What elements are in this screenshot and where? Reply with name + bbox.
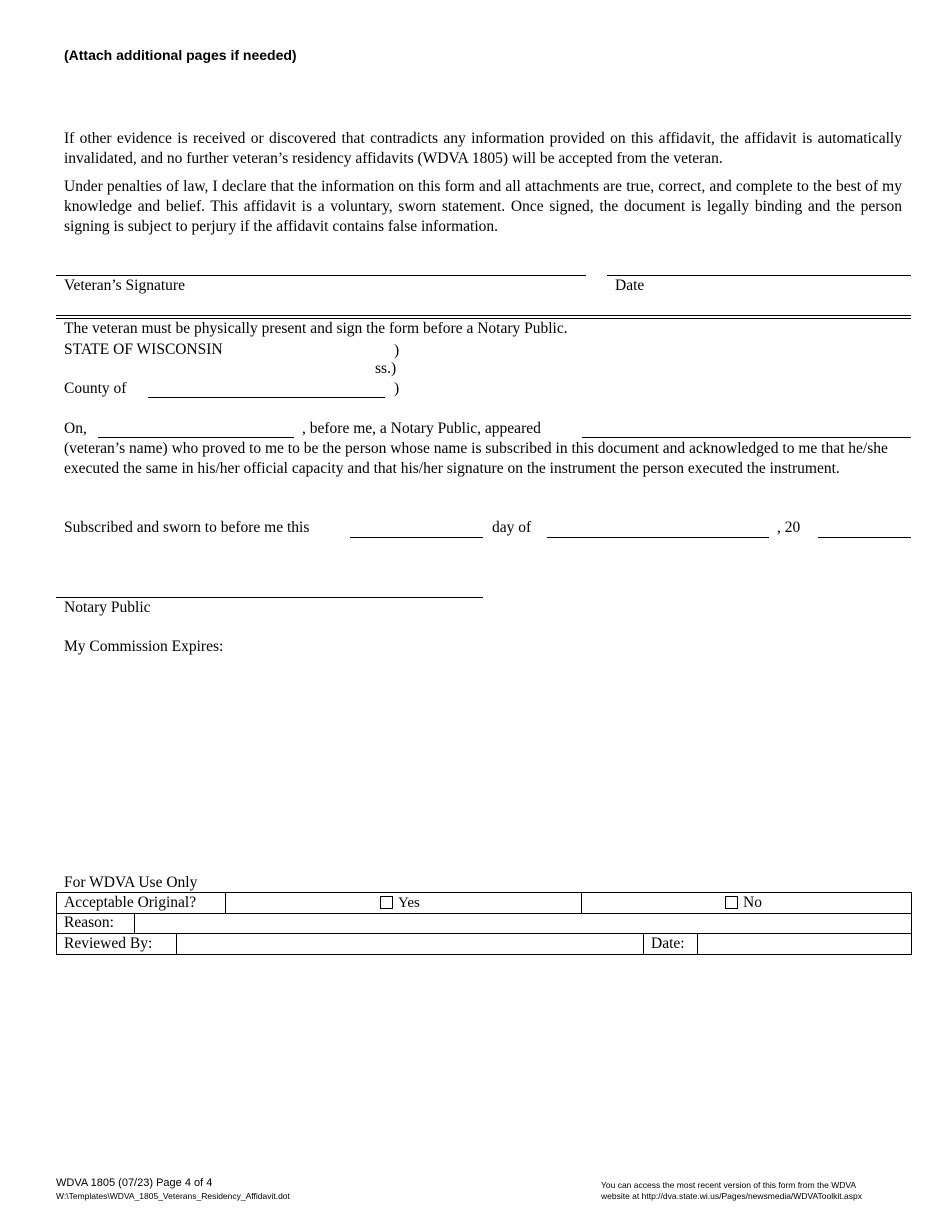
notary-public-label: Notary Public — [64, 599, 151, 616]
attach-note: (Attach additional pages if needed) — [64, 47, 297, 63]
paren-top: ) — [394, 342, 400, 359]
subscribed-label: Subscribed and sworn to before me this — [64, 519, 310, 536]
contradiction-paragraph: If other evidence is received or discovered that contradicts any information provided on this affidavit, the affidavit is automatically invalidated, and no further veteran’s residency affidavits (WDVA 1805) will be accepted from the veteran. — [64, 130, 902, 167]
no-label: No — [743, 894, 762, 911]
signature-date-label: Date — [615, 277, 645, 294]
review-date-field[interactable] — [698, 934, 910, 954]
sworn-year-field[interactable] — [818, 537, 911, 538]
day-of-label: day of — [492, 519, 532, 536]
signature-date-line[interactable] — [607, 275, 911, 276]
paren-bottom: ) — [394, 380, 400, 397]
sworn-month-field[interactable] — [547, 537, 769, 538]
yes-option[interactable] — [380, 893, 420, 913]
yes-label: Yes — [398, 895, 420, 911]
year-prefix: , 20 — [777, 519, 801, 536]
acknowledgement-text: (veteran’s name) who proved to me to be the person whose name is subscribed in this document and acknowledged to me that he/she executed the same in his/her official capacity and that his/her signature on the instrument the person executed the instrument. — [64, 440, 888, 477]
appearance-date-field[interactable] — [98, 437, 294, 438]
access-note-line1: You can access the most recent version of this form from the WDVA — [601, 1180, 857, 1190]
reason-field[interactable] — [135, 913, 911, 933]
template-path: W:\Templates\WDVA_1805_Veterans_Residency_Affidavit.dot — [56, 1191, 290, 1201]
acceptable-original-label: Acceptable Original? — [64, 894, 197, 911]
commission-label: My Commission Expires: — [64, 638, 224, 655]
ss-label: ss.) — [375, 360, 397, 377]
no-option[interactable] — [725, 893, 762, 913]
reason-label: Reason: — [64, 914, 114, 931]
veteran-signature-label: Veteran’s Signature — [64, 277, 185, 294]
reviewed-by-field[interactable] — [177, 934, 643, 954]
no-checkbox[interactable] — [725, 896, 738, 909]
sworn-day-field[interactable] — [350, 537, 483, 538]
county-field[interactable] — [148, 397, 385, 398]
veteran-name-field[interactable] — [582, 437, 911, 438]
penalties-paragraph: Under penalties of law, I declare that the information on this form and all attachments are true, correct, and complete to the best of my knowledge and belief. This affidavit is a voluntary, sworn statement. Once signed, the document is legally binding and the person signing is subject to perjury if the affidavit contains false information. — [64, 178, 902, 235]
county-label: County of — [64, 380, 127, 397]
state-label: STATE OF WISCONSIN — [64, 341, 223, 358]
review-date-label: Date: — [651, 935, 685, 952]
yes-checkbox[interactable] — [380, 896, 393, 909]
presence-note: The veteran must be physically present and sign the form before a Notary Public. — [64, 320, 568, 337]
form-id: WDVA 1805 (07/23) Page 4 of 4 — [56, 1177, 213, 1189]
wdva-use-table — [56, 892, 912, 955]
before-me-text: , before me, a Notary Public, appeared — [302, 420, 541, 437]
wdva-use-title: For WDVA Use Only — [64, 874, 198, 891]
reviewed-by-label: Reviewed By: — [64, 935, 153, 952]
on-label: On, — [64, 420, 87, 437]
access-note-line2: website at http://dva.state.wi.us/Pages/newsmedia/WDVAToolkit.aspx — [601, 1191, 862, 1201]
